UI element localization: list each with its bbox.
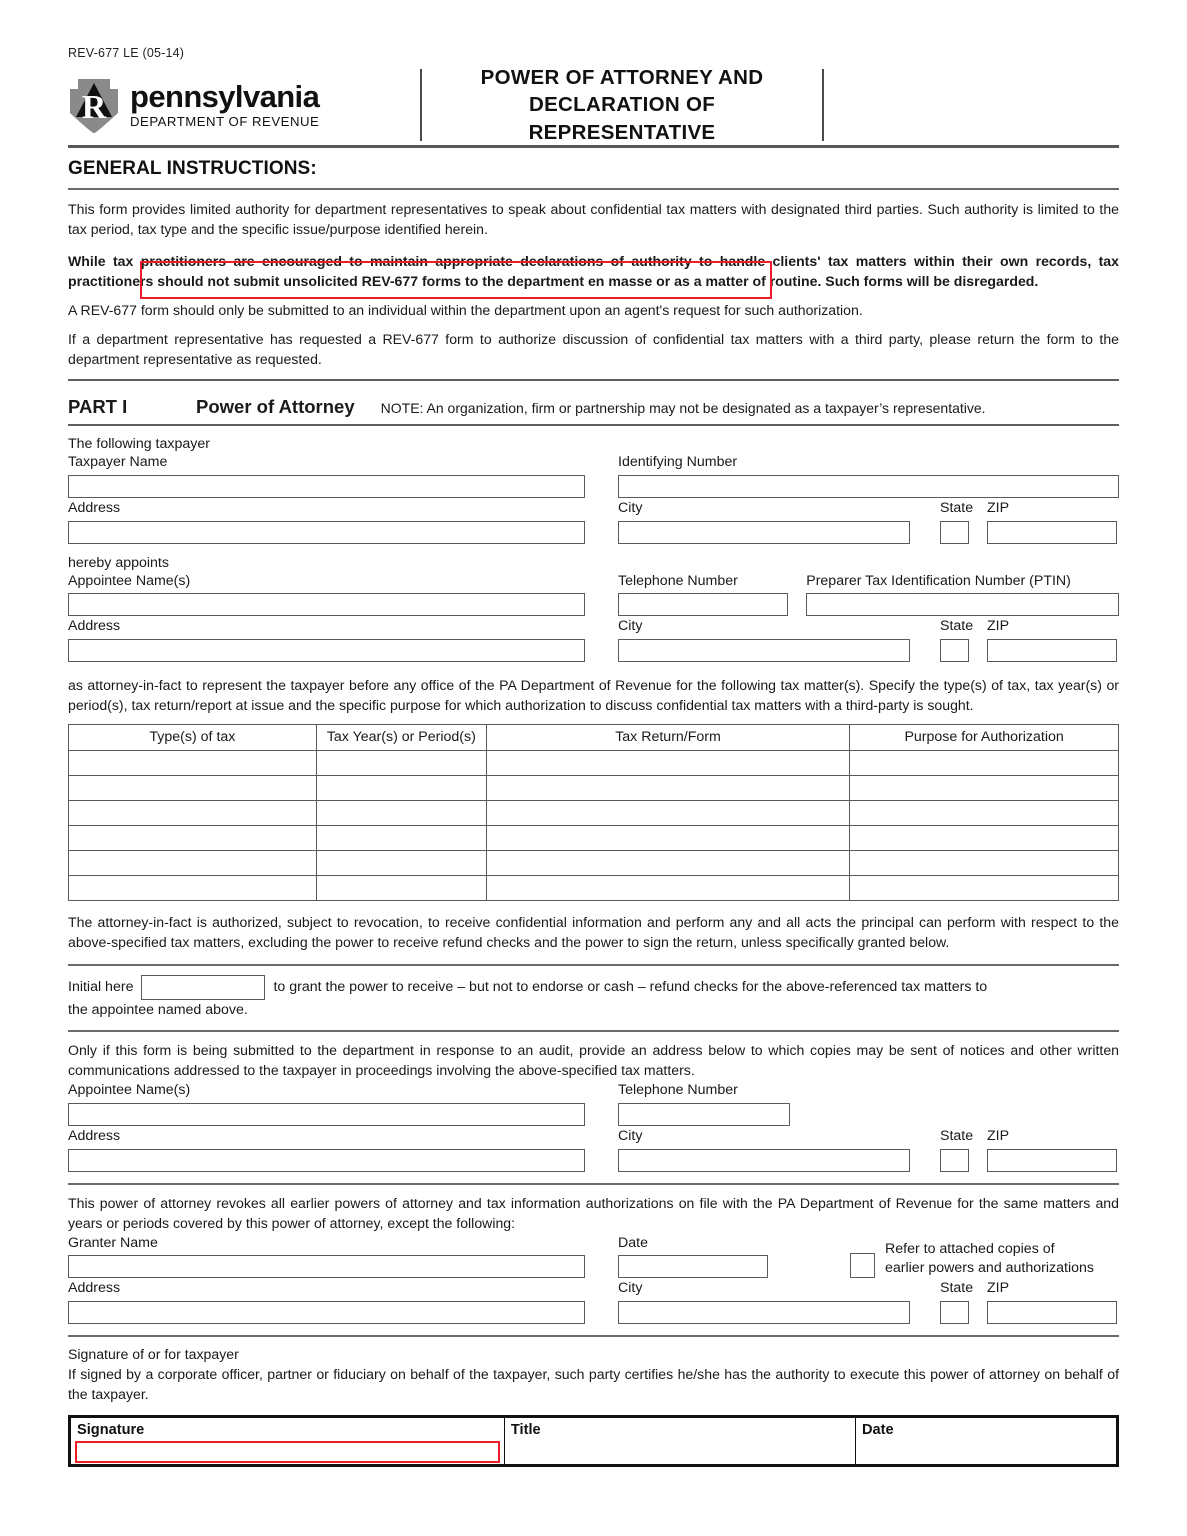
taxpayer-zip-label: ZIP (987, 499, 1010, 516)
title-column-label: Title (510, 1422, 541, 1439)
instructions-paragraph-2 (68, 251, 1119, 291)
appointee-name-row (68, 573, 1119, 617)
appointee-name-input[interactable] (68, 593, 585, 616)
taxpayer-name-label: Taxpayer Name (68, 454, 168, 470)
instructions-paragraph-2-tail: . Such forms will be disregarded. (817, 273, 1039, 289)
logo-department-name: DEPARTMENT OF REVENUE (130, 114, 320, 130)
signature-table (68, 1415, 1119, 1467)
form-title-line-1: POWER OF ATTORNEY AND (480, 66, 764, 90)
granter-date-input[interactable] (618, 1255, 768, 1278)
granter-city-field (618, 1280, 910, 1324)
taxpayer-city-label: City (618, 499, 643, 516)
audit-zip-label: ZIP (987, 1127, 1010, 1144)
cell-return[interactable] (486, 876, 849, 901)
table-row (69, 751, 1119, 776)
cell-return[interactable] (486, 851, 849, 876)
granter-state-input[interactable] (940, 1301, 969, 1324)
taxpayer-city-input[interactable] (618, 521, 910, 544)
appointee-state-label: State (940, 618, 974, 635)
tax-matters-header-row (69, 725, 1119, 751)
audit-zip-input[interactable] (987, 1149, 1117, 1172)
audit-city-field (618, 1128, 910, 1172)
signature-input[interactable] (75, 1441, 500, 1463)
audit-state-field (940, 1127, 974, 1172)
granter-date-field (618, 1235, 768, 1279)
instructions-paragraph-4: If a department representative has requested a REV-677 form to authorize discussion of confidential tax matters with a third party, please return the form to the department representative as requested. (68, 331, 1119, 367)
appointee-zip-field (987, 618, 1117, 662)
initial-here-suffix-2: the appointee named above. (68, 1002, 248, 1018)
granter-city-label: City (618, 1280, 643, 1297)
refer-attached-copies-checkbox[interactable] (850, 1253, 875, 1278)
appointee-city-label: City (618, 618, 643, 635)
cell-year[interactable] (316, 851, 486, 876)
signature-table-row (70, 1417, 1118, 1466)
granter-city-input[interactable] (618, 1301, 910, 1324)
granter-name-input[interactable] (68, 1255, 585, 1278)
audit-paragraph: Only if this form is being submitted to the department in response to an audit, provide an address below to which copies may be sent of notices and other written communications addressed to the taxpayer in proceedings involving the above-specified tax matters. (68, 1042, 1119, 1079)
instructions-paragraph-2-bold: While tax practitioners are encouraged to maintain appropriate declarations of authority to handle clients' tax matters within their own records, tax practitioners should not submit unsolicited REV-677 forms to the department en masse or as a matter of routine (68, 253, 1119, 289)
appointee-ptin-label: Preparer Tax Identification Number (PTIN) (806, 572, 1071, 589)
granter-name-row (68, 1235, 1119, 1279)
appointee-address-label: Address (68, 618, 121, 635)
taxpayer-address-label: Address (68, 499, 121, 516)
granter-address-label: Address (68, 1280, 121, 1297)
header-divider-right (822, 69, 824, 141)
svg-text:R: R (81, 89, 107, 126)
appointee-lead: hereby appoints (68, 554, 169, 571)
appointee-name-field (68, 573, 585, 617)
table-row (69, 851, 1119, 876)
taxpayer-address-input[interactable] (68, 521, 585, 544)
cell-return[interactable] (486, 801, 849, 826)
tax-matters-col-purpose: Purpose for Authorization (850, 725, 1119, 751)
cell-year[interactable] (316, 776, 486, 801)
tax-matters-col-return: Tax Return/Form (486, 725, 849, 751)
audit-name-row (68, 1082, 1119, 1126)
revocation-rule (68, 1183, 1119, 1185)
appointee-city-field (618, 618, 910, 662)
taxpayer-lead: The following taxpayer (68, 436, 210, 452)
cell-type[interactable] (69, 851, 317, 876)
instructions-paragraph-2-wrap (68, 251, 1119, 291)
form-code: REV-677 LE (05-14) (68, 46, 185, 60)
audit-address-input[interactable] (68, 1149, 585, 1172)
taxpayer-name-field (68, 454, 585, 498)
taxpayer-id-number-field (618, 454, 1119, 498)
signature-cell (70, 1417, 505, 1466)
granter-address-field (68, 1280, 585, 1324)
date-column-label: Date (861, 1422, 894, 1439)
cell-purpose[interactable] (850, 876, 1119, 901)
cell-purpose[interactable] (850, 851, 1119, 876)
form-title-line-2: DECLARATION OF (528, 93, 716, 117)
instructions-paragraph-1: This form provides limited authority for department representatives to speak about confidential tax matters with designated third parties. Such authority is limited to the tax period, tax type and the specific issue/purpose identified herein. (68, 201, 1119, 237)
appointee-zip-label: ZIP (987, 618, 1010, 635)
appointee-city-input[interactable] (618, 639, 910, 662)
audit-appointee-name-input[interactable] (68, 1103, 585, 1126)
table-row (69, 801, 1119, 826)
appointee-address-field (68, 618, 585, 662)
cell-type[interactable] (69, 776, 317, 801)
cell-type[interactable] (69, 876, 317, 901)
audit-appointee-name-field (68, 1082, 585, 1126)
cell-purpose[interactable] (850, 826, 1119, 851)
pa-revenue-logo (68, 77, 420, 133)
part1-note: NOTE: An organization, firm or partnership may not be designated as a taxpayer’s representative. (380, 400, 986, 416)
initial-here-input[interactable] (141, 975, 265, 1000)
granter-zip-input[interactable] (987, 1301, 1117, 1324)
cell-year[interactable] (316, 751, 486, 776)
initial-here-row (68, 975, 1119, 1020)
signature-rule (68, 1335, 1119, 1337)
appointee-state-field (940, 618, 974, 662)
appointee-address-input[interactable] (68, 639, 585, 662)
tax-matters-col-year: Tax Year(s) or Period(s) (316, 725, 486, 751)
audit-city-label: City (618, 1127, 643, 1144)
cell-year[interactable] (316, 876, 486, 901)
initial-here-suffix: to grant the power to receive – but not to endorse or cash – refund checks for the above-referenced tax matters to (273, 979, 988, 996)
taxpayer-address-field (68, 500, 585, 544)
taxpayer-id-number-input[interactable] (618, 475, 1119, 498)
title-cell[interactable] (504, 1417, 855, 1466)
cell-purpose[interactable] (850, 801, 1119, 826)
audit-phone-field (618, 1082, 790, 1126)
appointee-name-label: Appointee Name(s) (68, 572, 191, 589)
granter-state-field (940, 1280, 974, 1324)
audit-address-row (68, 1128, 1119, 1172)
taxpayer-address-row (68, 500, 1119, 544)
part1-number: PART I (68, 396, 128, 417)
appointee-address-row (68, 618, 1119, 662)
taxpayer-state-label: State (940, 499, 974, 516)
tax-matters-table (68, 724, 1119, 901)
audit-address-field (68, 1128, 585, 1172)
appointee-zip-input[interactable] (987, 639, 1117, 662)
revocation-paragraph: This power of attorney revokes all earlier powers of attorney and tax information authorizations on file with the PA Department of Revenue for the same matters and years or periods covered by this power of attorney, except the following: (68, 1194, 1119, 1231)
cell-year[interactable] (316, 826, 486, 851)
initial-here-prefix: Initial here (68, 979, 134, 996)
cell-purpose[interactable] (850, 776, 1119, 801)
granter-address-input[interactable] (68, 1301, 585, 1324)
date-cell[interactable] (855, 1417, 1117, 1466)
cell-return[interactable] (486, 826, 849, 851)
authorization-paragraph: The attorney-in-fact is authorized, subject to revocation, to receive confidential information and perform any and all acts the principal can perform with respect to the above-specified tax matters, excluding the power to receive refund checks and the power to sign the return, unless specifically granted below. (68, 914, 1119, 950)
appointee-phone-input[interactable] (618, 593, 788, 616)
cell-return[interactable] (486, 776, 849, 801)
refer-attached-copies-label (885, 1240, 1094, 1278)
cell-year[interactable] (316, 801, 486, 826)
appointee-phone-label: Telephone Number (618, 572, 738, 589)
cell-type[interactable] (69, 826, 317, 851)
granter-state-label: State (940, 1280, 974, 1297)
taxpayer-state-field (940, 499, 974, 544)
appointee-state-input[interactable] (940, 639, 969, 662)
appointee-ptin-input[interactable] (806, 593, 1119, 616)
signature-instruction-line-1: Signature of or for taxpayer (68, 1346, 239, 1363)
appointee-phone-field (618, 573, 788, 617)
cell-type[interactable] (69, 801, 317, 826)
part1-header (68, 391, 1119, 422)
audit-state-label: State (940, 1127, 974, 1144)
instructions-rule (68, 188, 1119, 190)
tax-matters-intro: as attorney-in-fact to represent the taxpayer before any office of the PA Department of Revenue for the following tax matter(s). Specify the type(s) of tax, tax year(s) or period(s), tax return/report at issue and the specific purpose for which authorization to discuss confidential tax matters with a third-party is sought. (68, 677, 1119, 713)
taxpayer-zip-input[interactable] (987, 521, 1117, 544)
taxpayer-city-field (618, 500, 910, 544)
refer-attached-copies-line-2: earlier powers and authorizations (885, 1260, 1094, 1277)
taxpayer-name-row (68, 454, 1119, 498)
part1-rule-bottom (68, 424, 1119, 426)
audit-city-input[interactable] (618, 1149, 910, 1172)
granter-name-label: Granter Name (68, 1234, 158, 1251)
granter-name-field (68, 1235, 585, 1279)
audit-phone-input[interactable] (618, 1103, 790, 1126)
granter-zip-label: ZIP (987, 1280, 1010, 1297)
granter-address-row (68, 1280, 1119, 1324)
taxpayer-id-number-label: Identifying Number (618, 454, 738, 470)
part1-rule-top (68, 379, 1119, 381)
table-row (69, 876, 1119, 901)
table-row (69, 826, 1119, 851)
audit-state-input[interactable] (940, 1149, 969, 1172)
table-row (69, 776, 1119, 801)
signature-instruction-line-2: If signed by a corporate officer, partner or fiduciary on behalf of the taxpayer, such party certifies he/she has the authority to execute this power of attorney on behalf of the taxpayer. (68, 1366, 1119, 1403)
part1-title: Power of Attorney (196, 396, 355, 417)
audit-rule (68, 1030, 1119, 1032)
tax-matters-col-type: Type(s) of tax (69, 725, 317, 751)
granter-date-label: Date (618, 1234, 648, 1251)
audit-zip-field (987, 1128, 1117, 1172)
cell-type[interactable] (69, 751, 317, 776)
initial-rule (68, 964, 1119, 966)
audit-address-label: Address (68, 1127, 121, 1144)
audit-appointee-name-label: Appointee Name(s) (68, 1082, 191, 1099)
logo-state-name: pennsylvania (130, 79, 320, 115)
appointee-ptin-field (806, 573, 1119, 617)
instructions-paragraph-3: A REV-677 form should only be submitted to an individual within the department upon an agent's request for such authorization. (68, 302, 863, 318)
form-header (68, 66, 1119, 144)
taxpayer-state-input[interactable] (940, 521, 969, 544)
refer-attached-copies-line-1: Refer to attached copies of (885, 1241, 1055, 1258)
taxpayer-name-input[interactable] (68, 475, 585, 498)
cell-return[interactable] (486, 751, 849, 776)
signature-column-label: Signature (77, 1422, 145, 1439)
taxpayer-zip-field (987, 500, 1117, 544)
audit-phone-label: Telephone Number (618, 1082, 738, 1099)
form-title-line-3: REPRESENTATIVE (528, 120, 716, 144)
general-instructions-heading: GENERAL INSTRUCTIONS: (68, 158, 317, 179)
granter-zip-field (987, 1280, 1117, 1324)
cell-purpose[interactable] (850, 751, 1119, 776)
keystone-icon (68, 77, 120, 133)
form-title (422, 64, 822, 145)
